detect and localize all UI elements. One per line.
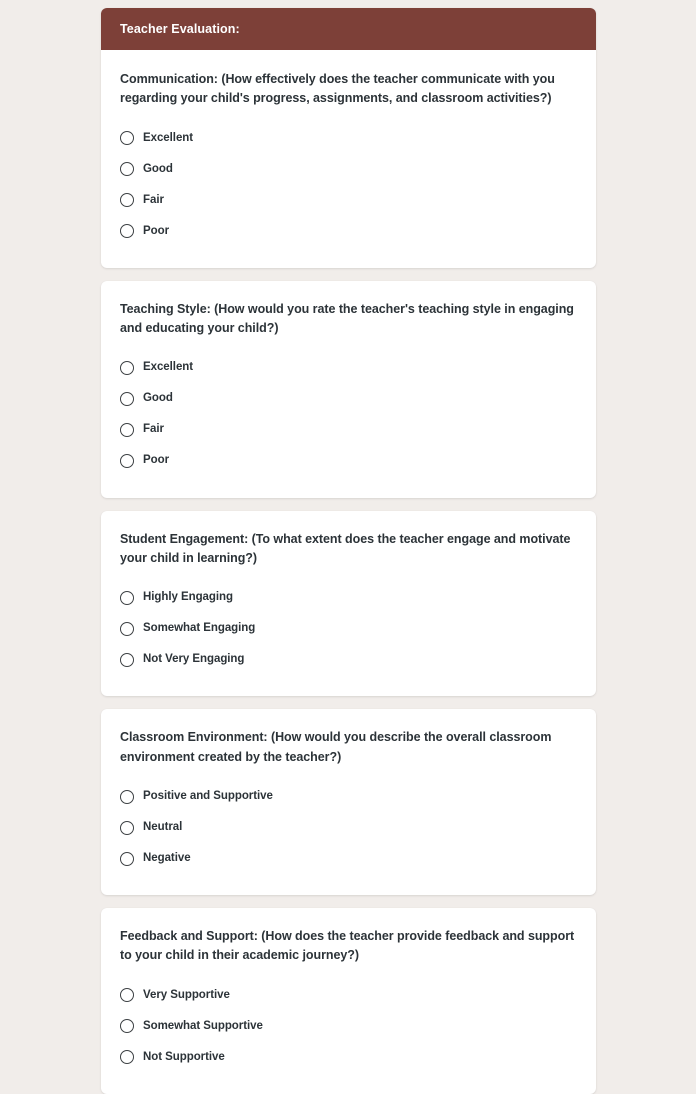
radio-option[interactable] [120,123,577,154]
radio-option[interactable] [120,353,577,384]
radio-option-label: Highly Engaging [143,591,233,603]
radio-option[interactable] [120,1042,577,1073]
radio-circle-icon[interactable] [120,622,134,636]
radio-circle-icon[interactable] [120,790,134,804]
radio-option-label: Positive and Supportive [143,789,273,802]
radio-option[interactable] [120,415,577,446]
radio-option-label: Good [143,392,173,405]
radio-circle-icon[interactable] [120,361,134,375]
question-text: Teaching Style: (How would you rate the teacher's teaching style in engaging and educating your child?) [120,301,574,336]
radio-option[interactable] [120,980,577,1011]
radio-circle-icon[interactable] [120,193,134,207]
radio-option[interactable] [120,384,577,415]
radio-option-label: Not Very Engaging [143,653,245,665]
radio-circle-icon[interactable] [120,392,134,406]
radio-option[interactable] [120,185,577,216]
radio-option-label: Good [143,162,173,175]
question-text: Classroom Environment: (How would you describe the overall classroom environment created by the teacher?) [120,730,552,764]
radio-option-label: Excellent [143,131,194,144]
radio-option[interactable] [120,154,577,185]
question-card-body [101,50,596,268]
radio-circle-icon[interactable] [120,1050,134,1064]
radio-circle-icon[interactable] [120,423,134,437]
radio-option[interactable] [120,216,577,247]
radio-option-label: Poor [143,224,169,237]
question-card-communication [101,8,596,268]
radio-option-label: Fair [143,423,164,436]
radio-option-label: Somewhat Engaging [143,622,256,634]
radio-option-label: Somewhat Supportive [143,1019,263,1032]
form-header-title: Teacher Evaluation: [101,8,596,50]
radio-group-feedback-and-support [120,980,577,1073]
radio-option[interactable] [120,812,577,843]
radio-circle-icon[interactable] [120,988,134,1002]
radio-option-label: Not Supportive [143,1050,225,1063]
question-card-body [101,281,596,498]
question-text: Student Engagement: (To what extent does the teacher engage and motivate your child in learning?) [120,531,571,565]
radio-option[interactable] [120,843,577,874]
radio-option-label: Excellent [143,361,194,374]
question-card-teaching-style [101,281,596,498]
radio-option[interactable] [120,781,577,812]
question-card-classroom-environment [101,709,596,895]
radio-group-teaching-style [120,353,577,477]
radio-group-classroom-environment [120,781,577,874]
radio-circle-icon[interactable] [120,591,134,605]
radio-circle-icon[interactable] [120,821,134,835]
radio-circle-icon[interactable] [120,653,134,667]
radio-circle-icon[interactable] [120,131,134,145]
radio-option-label: Fair [143,193,164,206]
question-card-body [101,908,596,1094]
radio-group-communication [120,123,577,247]
radio-group-student-engagement [120,582,577,675]
question-text: Feedback and Support: (How does the teacher provide feedback and support to your child in their academic journey?) [120,929,575,963]
radio-option[interactable] [120,613,577,644]
radio-option-label: Very Supportive [143,988,230,1001]
question-card-feedback-and-support [101,908,596,1094]
radio-circle-icon[interactable] [120,852,134,866]
radio-circle-icon[interactable] [120,162,134,176]
radio-circle-icon[interactable] [120,1019,134,1033]
radio-option[interactable] [120,644,577,675]
radio-circle-icon[interactable] [120,454,134,468]
question-card-student-engagement [101,511,596,697]
radio-option-label: Neutral [143,820,183,833]
question-card-body [101,709,596,895]
radio-option[interactable] [120,446,577,477]
radio-option[interactable] [120,582,577,613]
radio-option-label: Poor [143,454,169,467]
question-card-body [101,511,596,697]
question-text: Communication: (How effectively does the teacher communicate with you regarding your child's progress, assignments, and classroom activities?) [120,72,555,106]
radio-option[interactable] [120,1011,577,1042]
radio-option-label: Negative [143,851,191,864]
radio-circle-icon[interactable] [120,224,134,238]
